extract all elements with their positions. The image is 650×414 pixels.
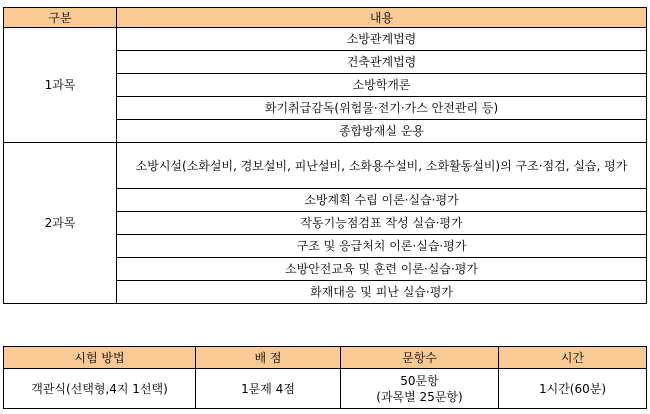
exam-score: 1문제 4점 xyxy=(196,369,341,409)
exam-questions xyxy=(341,369,499,409)
subject-item: 소방시설(소화설비, 경보설비, 피난설비, 소화용수설비, 소화활동설비)의 구조·점검, 실습, 평가 xyxy=(117,143,647,189)
subject-item: 화재대응 및 피난 실습·평가 xyxy=(117,281,647,304)
subject-item: 건축관계법령 xyxy=(117,51,647,74)
subjects-table xyxy=(3,7,647,304)
subject-item: 작동기능점검표 작성 실습·평가 xyxy=(117,212,647,235)
header-category: 구분 xyxy=(4,8,117,28)
header-questions: 문항수 xyxy=(341,347,499,369)
subject-item: 소방관계법령 xyxy=(117,28,647,51)
subject-item: 종합방재실 운용 xyxy=(117,120,647,143)
subject-item: 화기취급감독(위험물·전기·가스 안전관리 등) xyxy=(117,97,647,120)
header-score: 배 점 xyxy=(196,347,341,369)
exam-method: 객관식(선택형,4지 1선택) xyxy=(4,369,196,409)
subject-item: 소방안전교육 및 훈련 이론·실습·평가 xyxy=(117,258,647,281)
header-time: 시간 xyxy=(499,347,647,369)
header-content: 내용 xyxy=(117,8,647,28)
subject-item: 소방계획 수립 이론·실습·평가 xyxy=(117,189,647,212)
subject-item: 소방학개론 xyxy=(117,74,647,97)
exam-table xyxy=(3,346,647,409)
exam-time: 1시간(60분) xyxy=(499,369,647,409)
group-2-name: 2과목 xyxy=(4,143,117,304)
subject-item: 구조 및 응급처치 이론·실습·평가 xyxy=(117,235,647,258)
group-1-name: 1과목 xyxy=(4,28,117,143)
header-method: 시험 방법 xyxy=(4,347,196,369)
exam-questions-line1: 50문항 xyxy=(400,373,439,388)
exam-questions-line2: (과목별 25문항) xyxy=(376,389,463,404)
